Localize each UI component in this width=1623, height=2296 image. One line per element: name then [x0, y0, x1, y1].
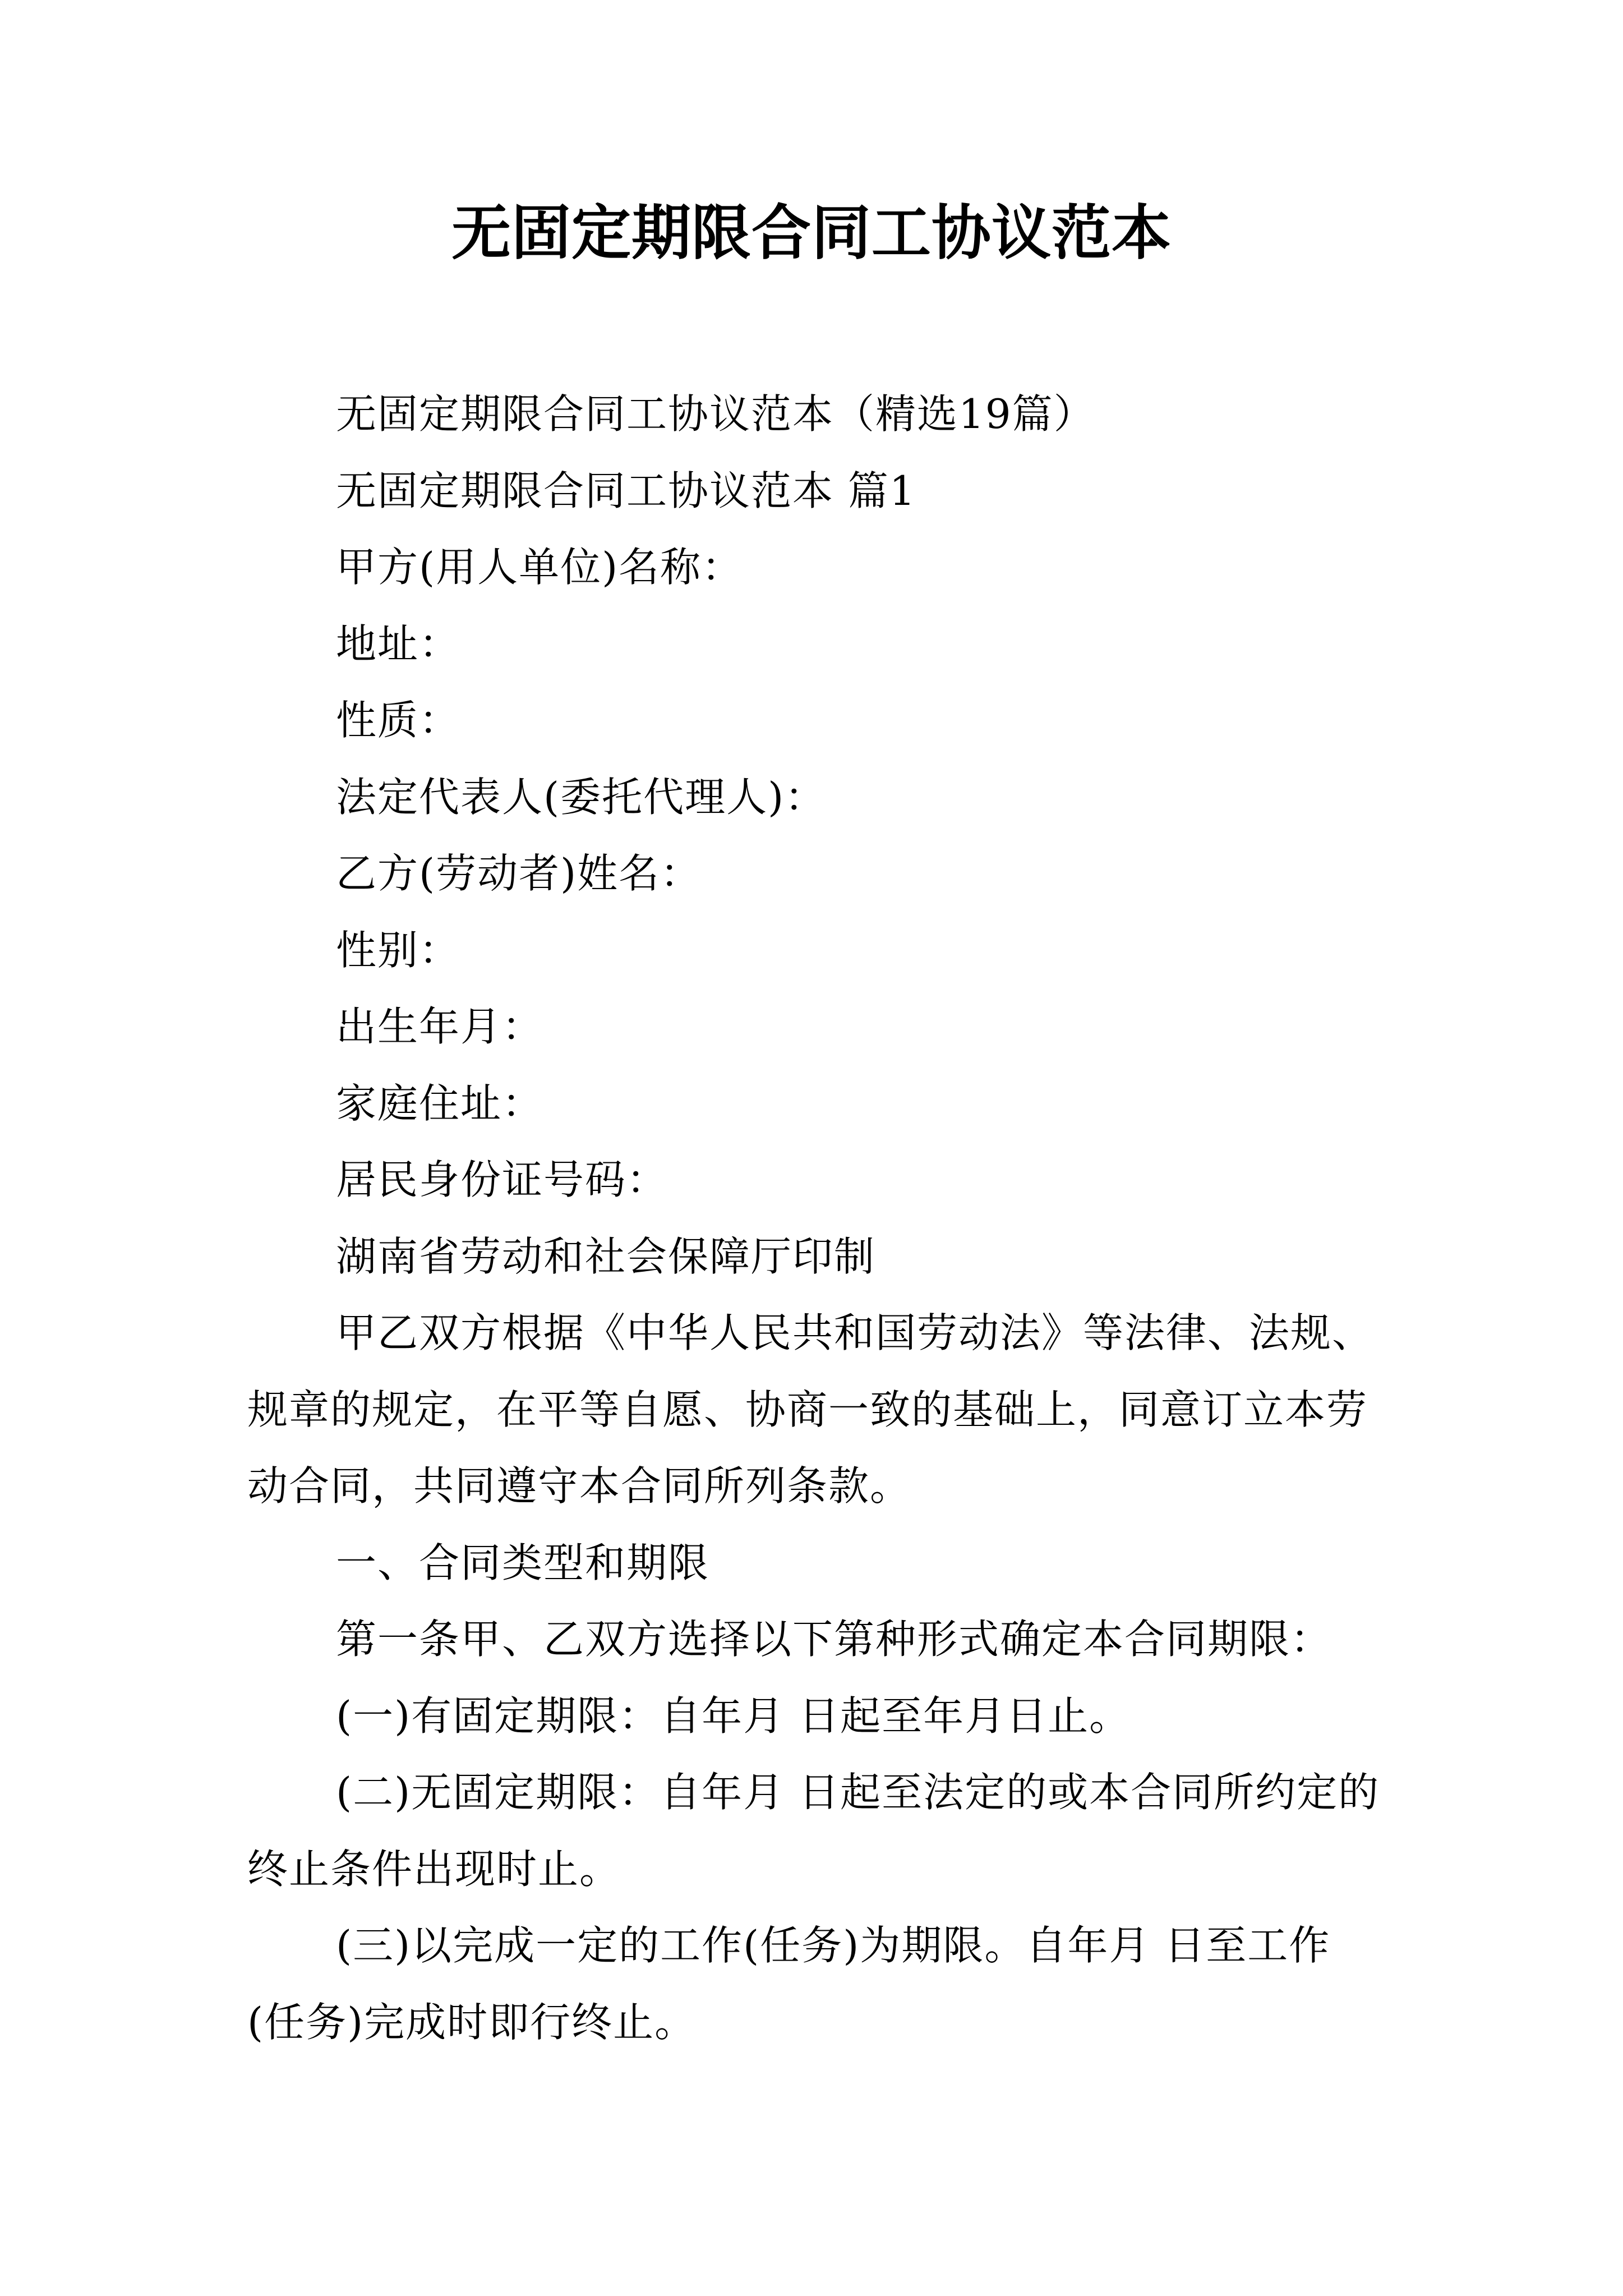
document-body [247, 376, 1380, 2060]
id-number-field: 居民身份证号码： [336, 1156, 668, 1203]
subtitle-paragraph: 无固定期限合同工协议范本（精选19篇） [336, 390, 1095, 438]
chapter-heading: 一、合同类型和期限 [336, 1539, 710, 1586]
option-three-paragraph: (三)以完成一定的工作(任务)为期限。自年月 日至工作(任务)完成时即行终止。 [247, 1922, 1331, 2046]
address-field: 地址： [336, 620, 461, 668]
option-one-paragraph: (一)有固定期限：自年月 日起至年月日止。 [336, 1692, 1131, 1740]
section-heading: 无固定期限合同工协议范本 篇1 [336, 467, 916, 514]
home-address-field: 家庭住址： [336, 1079, 544, 1127]
party-a-name-field: 甲方(用人单位)名称： [336, 544, 744, 591]
party-b-name-field: 乙方(劳动者)姓名： [336, 850, 702, 897]
nature-field: 性质： [336, 697, 461, 744]
article-one-paragraph: 第一条甲、乙双方选择以下第种形式确定本合同期限： [336, 1616, 1332, 1663]
legal-representative-field: 法定代表人(委托代理人)： [336, 773, 827, 821]
birth-date-field: 出生年月： [336, 1003, 544, 1050]
issuer-line: 湖南省劳动和社会保障厅印制 [336, 1232, 876, 1280]
gender-field: 性别： [336, 926, 461, 974]
option-two-paragraph: (二)无固定期限：自年月 日起至法定的或本合同所约定的终止条件出现时止。 [247, 1769, 1380, 1893]
preamble-paragraph: 甲乙双方根据《中华人民共和国劳动法》等法律、法规、规章的规定，在平等自愿、协商一致的基础上，同意订立本劳动合同，共同遵守本合同所列条款。 [247, 1309, 1374, 1510]
document-title: 无固定期限合同工协议范本 [451, 197, 1172, 268]
